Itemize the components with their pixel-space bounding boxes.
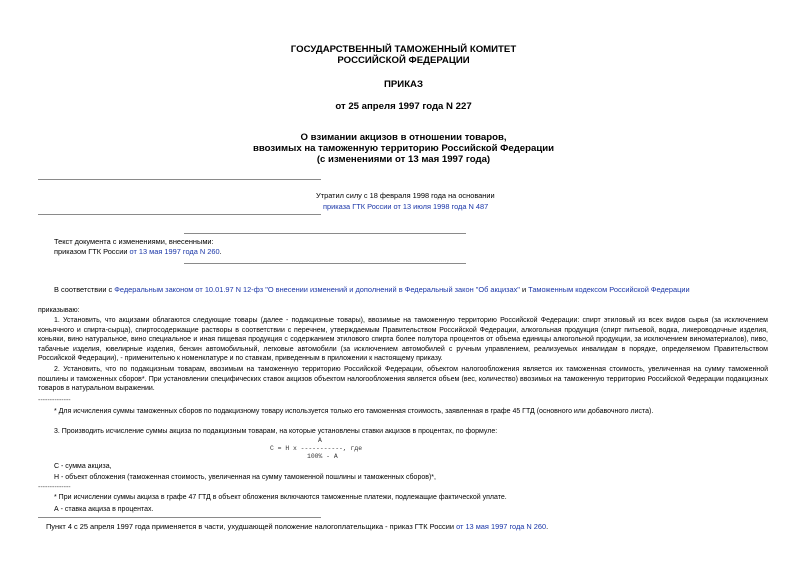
definition-h: Н - объект обложения (таможенная стоимость, увеличенная на сумму таможенной пошлины и таможенных сборов)*, [54,474,436,481]
footnote-1: * Для исчисления суммы таможенных сборов по подакцизному товару используется только его таможенная стоимость, заявленная в графе 45 ГТД (основного или добавочного листа). [54,408,654,415]
footnote-2: * При исчислении суммы акциза в графе 47 ГТД в объект обложения включаются таможенные платежи, подлежащие фактической уплате. [54,494,507,501]
changes-note-line2: приказом ГТК России от 13 мая 1997 года N 260. [54,247,222,256]
document-title-line2: ввозимых на таможенную территорию Российской Федерации [252,143,555,154]
definition-a: А - ставка акциза в процентах. [54,506,154,513]
formula-main: С = Н х -----------, где [270,445,363,452]
definition-c: С - сумма акциза, [54,463,112,470]
formula-denominator: 100% - А [307,453,338,460]
customs-code-link[interactable]: Таможенным кодексом Российской Федерации [528,285,690,294]
divider [38,179,321,180]
document-type: ПРИКАЗ [384,79,423,90]
lost-force-text: Утратил силу с 18 февраля 1998 года на основании [316,191,495,200]
amendment-note: Пункт 4 с 25 апреля 1997 года применяется в части, ухудшающей положение налогоплательщика - приказ ГТК России от 13 мая 1997 года N 260. [46,522,549,531]
divider [38,517,321,518]
federal-law-link[interactable]: Федеральным законом от 10.01.97 N 12-фз "О внесении изменений и дополнений в Федеральный закон "Об акцизах" [114,285,520,294]
document-title-line3: (с изменениями от 13 мая 1997 года) [316,154,491,165]
document-date-number: от 25 апреля 1997 года N 227 [335,101,472,112]
order-word: приказываю: [38,307,80,314]
footnote-separator: -------------- [38,484,71,491]
amendment-link[interactable]: от 13 мая 1997 года N 260 [456,522,547,531]
document-title-line1: О взимании акцизов в отношении товаров, [300,132,507,143]
divider [184,263,466,264]
footnote-separator: -------------- [38,397,71,404]
item-1: 1. Установить, что акцизами облагаются следующие товары (далее - подакцизные товары), ввозимые на таможенную территорию Российской Федерации: спирт этиловый из всех видов сырья (за исключением коньячного и спирта-сырца), спиртосодержащие растворы в соответствии с перечнем, утверждаемым Правительством Российской Федерации, алкогольная продукция (спирт питьевой, водка, ликероводочные изделия, коньяки, вино натуральное, вино специальное и иная пищевая продукция с содержанием этилового спирта более полутора процентов от объема единицы алкогольной продукции, за исключением виноматериалов), пиво, табачные изделия, ювелирные изделия, бензин автомобильный, легковые автомобили (за исключением автомобилей с ручным управлением, реализуемых инвалидам в порядке, определяемом Правительством Российской Федерации), - применительно к номенклатуре и по ставкам, приведенным в приложении к настоящему приказу. [38,317,768,363]
divider [38,214,321,215]
changes-note-link[interactable]: от 13 мая 1997 года N 260 [129,247,220,256]
agency-name-line1: ГОСУДАРСТВЕННЫЙ ТАМОЖЕННЫЙ КОМИТЕТ [290,44,517,55]
item-2: 2. Установить, что по подакцизным товарам, ввозимым на таможенную территорию Российской Федерации, объектом налогообложения является их таможенная стоимость, увеличенная на сумму таможенной пошлины и таможенных сборов*. При установлении специфических ставок акцизов объектом налогообложения является объем (вес, количество) ввозимых на таможенную территорию Российской Федерации подакцизных товаров в натуральном выражении. [38,366,768,393]
lost-force-link[interactable]: приказа ГТК России от 13 июля 1998 года N 487 [323,202,489,211]
changes-note-line1: Текст документа с изменениями, внесенными: [54,237,214,246]
preamble: В соответствии с Федеральным законом от 10.01.97 N 12-фз "О внесении изменений и дополнений в Федеральный закон "Об акцизах" и Таможенным кодексом Российской Федерации [54,285,690,294]
agency-name-line2: РОССИЙСКОЙ ФЕДЕРАЦИИ [337,55,470,66]
formula-numerator: А [318,437,322,444]
divider [184,233,466,234]
item-3: 3. Производить исчисление суммы акциза по подакцизным товарам, на которые установлены ставки акцизов в процентах, по формуле: [54,428,498,435]
